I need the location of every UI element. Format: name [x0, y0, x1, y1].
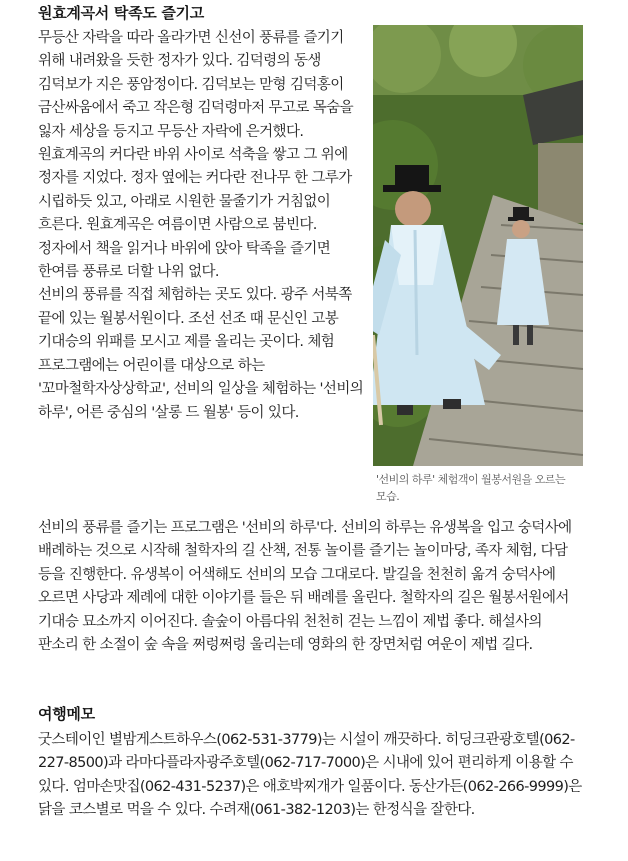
section-2-paragraph: 선비의 풍류를 즐기는 프로그램은 '선비의 하루'다. 선비의 하루는 유생복을 입고 숭덕사에 배례하는 것으로 시작해 철학자의 길 산책, 전통 놀이를 즐기는 놀이마당, 족자 체험, 다담 등을 진행한다. 유생복이 어색해도 선비의 모습 그대로다. 발길을 천천히 옮겨 숭덕사에 오르면 사당과 제례에 대한 이야기를 들은 뒤 배례를 올린다. 철학자의 길은 월봉서원에서 기대승 묘소까지 이어진다. 솔숲이 아름다워 천천히 걷는 느낌이 제법 좋다. 해설사의 판소리 한 소절이 숲 속을 쩌렁쩌렁 울리는데 영화의 한 장면처럼 여운이 제법 길다.: [38, 520, 572, 654]
section-1-paragraph-2: 선비의 풍류를 직접 체험하는 곳도 있다. 광주 서북쪽 끝에 있는 월봉서원이다. 조선 선조 때 문신인 고봉 기대승의 위패를 모시고 제를 올리는 곳이다. 체험 프로그램에는 어린이를 대상으로 하는 '꼬마철학자상상학교', 선비의 일상을 체험하는 '선비의 하루', 어른 중심의 '살롱 드 월봉' 등이 있다.: [38, 287, 364, 421]
section-1-body: [38, 27, 364, 425]
travel-memo-paragraph: 굿스테이인 별밤게스트하우스(062-531-3779)는 시설이 깨끗하다. 히딩크관광호텔(062-227-8500)과 라마다플라자광주호텔(062-717-7000)은 시내에 있어 편리하게 이용할 수 있다. 엄마손맛집(062-431-5237)은 애호박찌개가 일품이다. 동산가든(062-266-9999)은 닭을 코스별로 먹을 수 있다. 수려재(061-382-1203)는 한정식을 잘한다.: [38, 732, 582, 819]
section-2-body: [38, 517, 586, 657]
travel-memo-title: 여행메모: [38, 705, 95, 723]
travel-memo-body: [38, 729, 586, 823]
scholars-climbing-stairs-illustration: [373, 25, 583, 466]
article-title: 원효계곡서 탁족도 즐기고: [38, 4, 204, 22]
photo-caption: '선비의 하루' 체험객이 월봉서원을 오르는 모습.: [376, 473, 566, 503]
article-photo: [373, 25, 583, 466]
section-1-paragraph-1: 무등산 자락을 따라 올라가면 신선이 풍류를 즐기기 위해 내려왔을 듯한 정자가 있다. 김덕령의 동생 김덕보가 지은 풍암정이다. 김덕보는 맏형 김덕홍이 금산싸움에서 죽고 작은형 김덕령마저 무고로 목숨을 잃자 세상을 등지고 무등산 자락에 은거했다. 원효계곡의 커다란 바위 사이로 석축을 쌓고 그 위에 정자를 지었다. 정자 옆에는 커다란 전나무 한 그루가 시립하듯 있고, 아래로 시원한 물줄기가 거침없이 흐른다. 원효계곡은 여름이면 사람으로 붐빈다. 정자에서 책을 읽거나 바위에 앉아 탁족을 즐기면 한여름 풍류로 더할 나위 없다.: [38, 30, 353, 281]
